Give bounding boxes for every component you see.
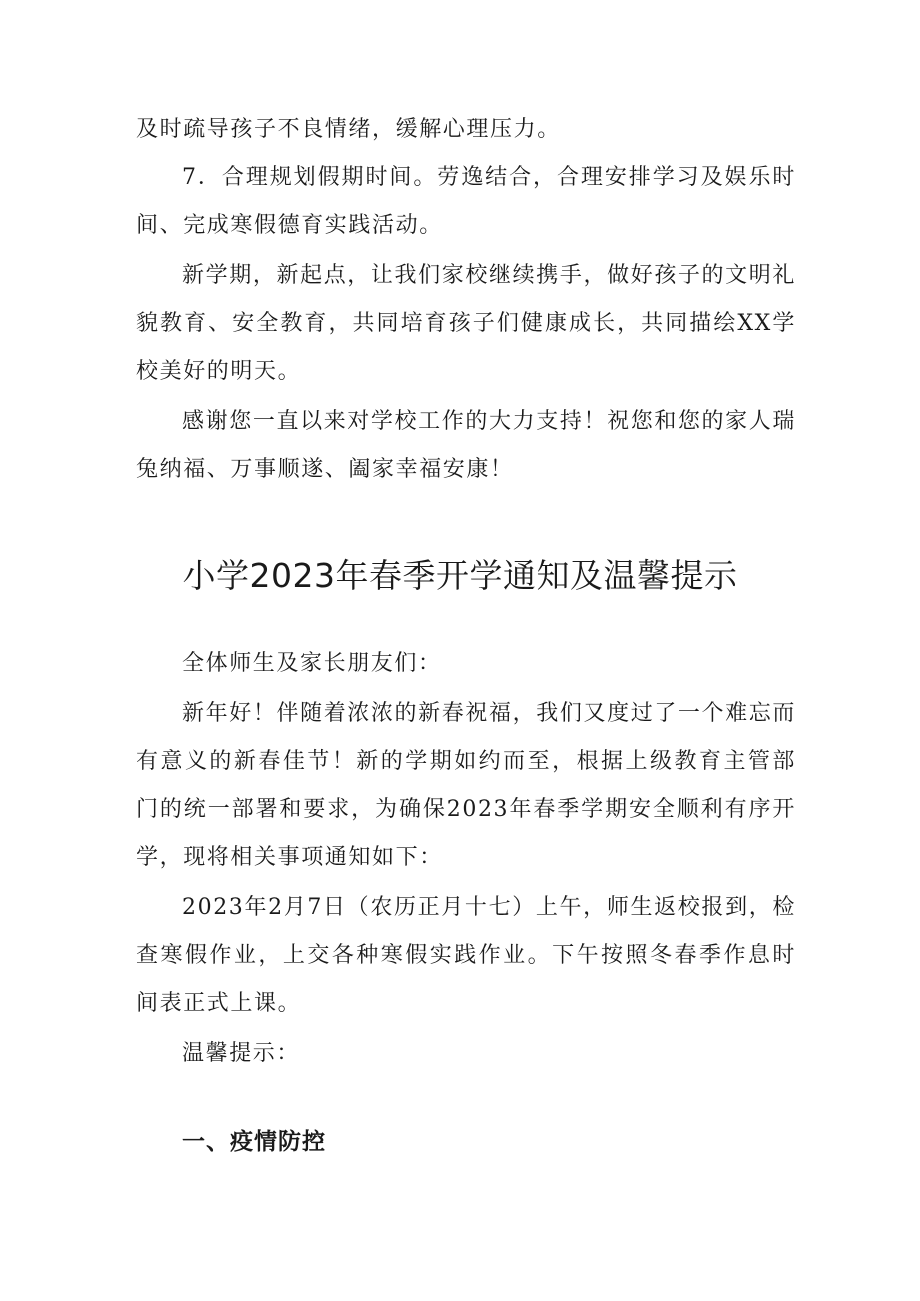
greeting-line: 全体师生及家长朋友们：	[182, 651, 442, 676]
tips-label: 温馨提示：	[182, 1041, 301, 1066]
section-heading-epidemic: 一、疫情防控	[182, 1129, 326, 1155]
thanks-paragraph: 感谢您一直以来对学校工作的大力支持！祝您和您的家人瑞兔纳福、万事顺遂、阖家幸福安康！	[136, 409, 796, 482]
continuation-line: 及时疏导孩子不良情绪，缓解心理压力。	[136, 117, 561, 142]
item-7-paragraph: 7．合理规划假期时间。劳逸结合，合理安排学习及娱乐时间、完成寒假德育实践活动。	[136, 165, 796, 238]
notice-title: 小学2023年春季开学通知及温馨提示	[182, 556, 738, 595]
new-term-paragraph: 新学期，新起点，让我们家校继续携手，做好孩子的文明礼貌教育、安全教育，共同培育孩子们健康成长，共同描绘XX学校美好的明天。	[136, 263, 796, 384]
schedule-paragraph: 2023年2月7日（农历正月十七）上午，师生返校报到，检查寒假作业，上交各种寒假实践作业。下午按照冬春季作息时间表正式上课。	[136, 895, 796, 1016]
intro-paragraph: 新年好！伴随着浓浓的新春祝福，我们又度过了一个难忘而有意义的新春佳节！新的学期如约而至，根据上级教育主管部门的统一部署和要求，为确保2023年春季学期安全顺利有序开学，现将相关事项通知如下：	[136, 701, 796, 870]
